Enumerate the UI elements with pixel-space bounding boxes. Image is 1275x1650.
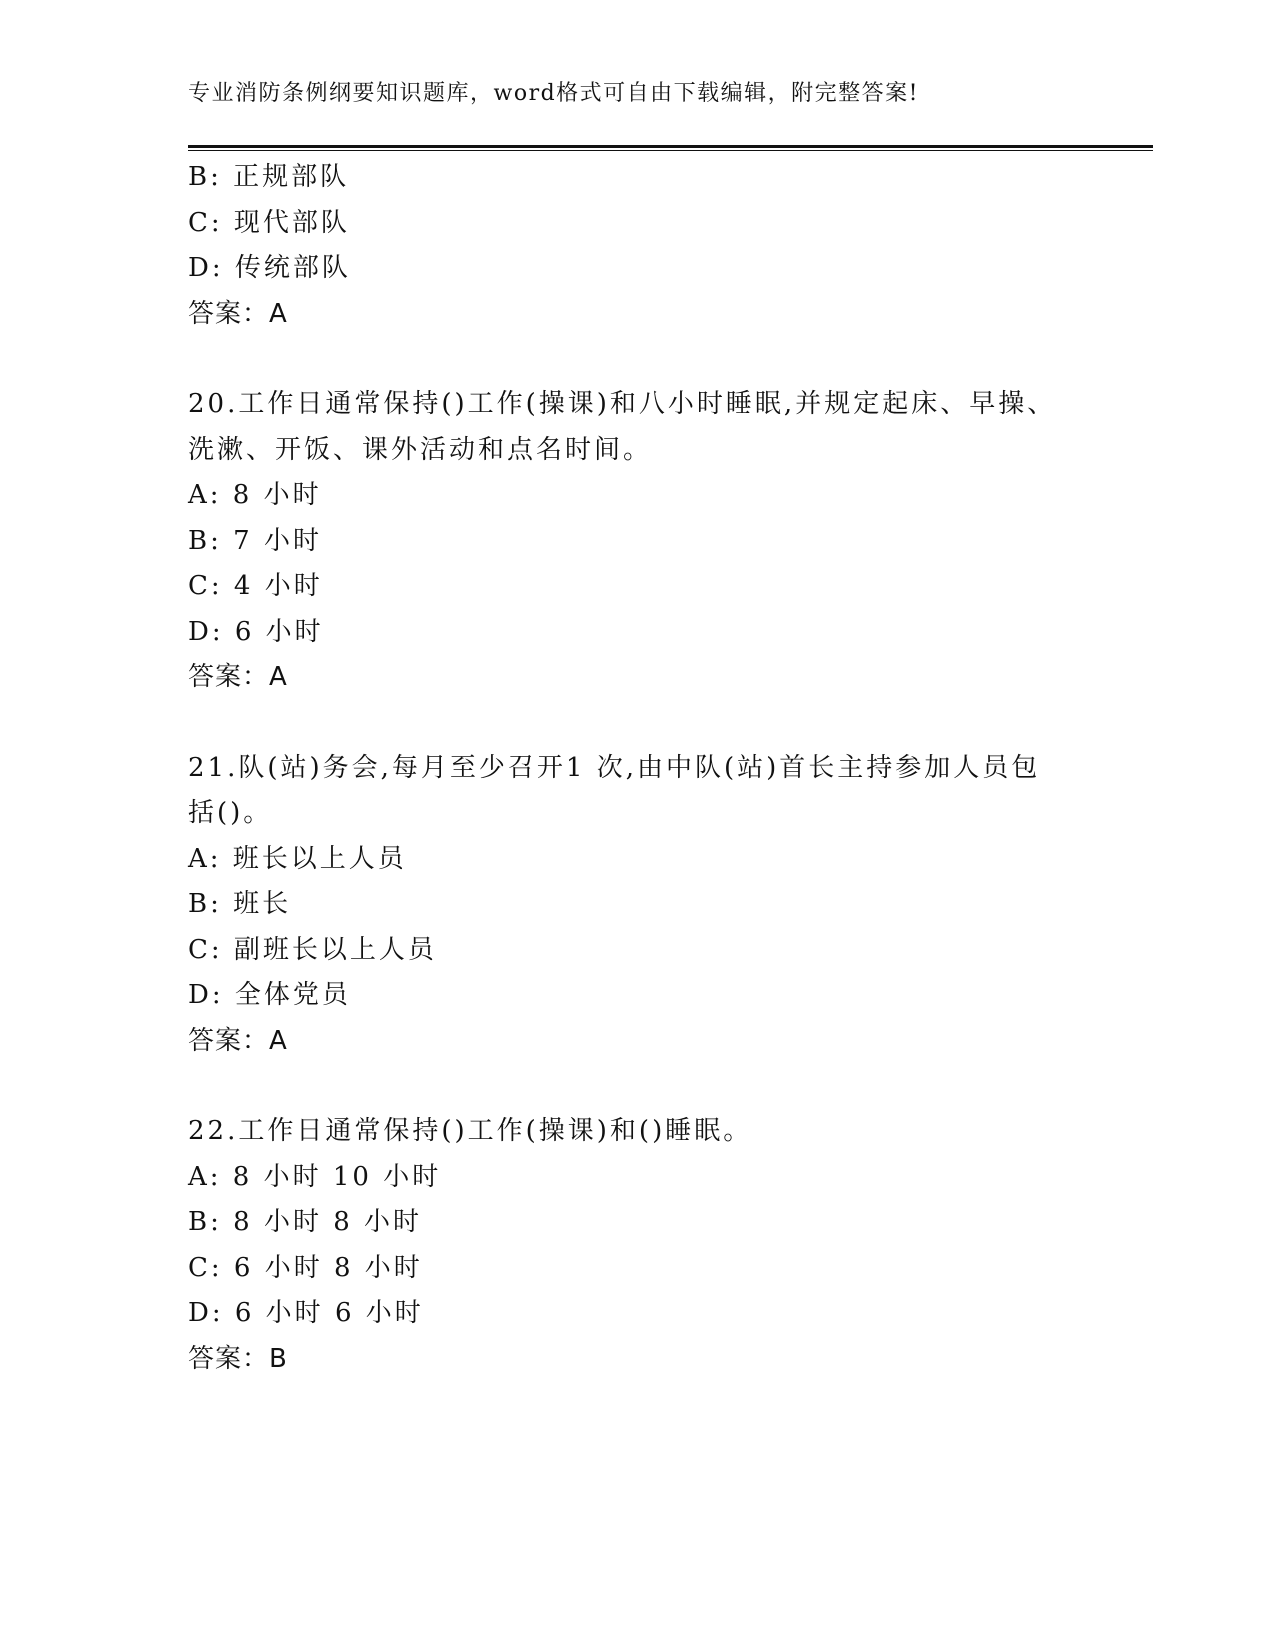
option-d: D: 传统部队 (188, 253, 351, 283)
option-b: B: 7 小时 (188, 525, 322, 556)
option-d: D: 6 小时 6 小时 (188, 1298, 424, 1328)
option-c: C: 副班长以上人员 (188, 934, 437, 965)
question-list (188, 155, 1088, 1382)
option-c: C: 现代部队 (188, 207, 350, 238)
option-d: D: 全体党员 (188, 980, 351, 1010)
option-d: D: 6 小时 (188, 616, 324, 647)
header-rule-thin (188, 150, 1153, 151)
question-21 (188, 746, 1088, 1065)
option-b: B: 8 小时 8 小时 (188, 1207, 423, 1237)
page-header: 专业消防条例纲要知识题库，word格式可自由下载编辑，附完整答案! (188, 81, 920, 106)
answer: 答案：A (188, 662, 288, 692)
answer: 答案：B (188, 1343, 288, 1374)
option-c: C: 4 小时 (188, 571, 323, 601)
question-text: 20.工作日通常保持()工作(操课)和八小时睡眠,并规定起床、早操、洗漱、开饭、课外活动和点名时间。 (188, 389, 1057, 465)
continued-question (188, 155, 1088, 337)
option-a: A: 班长以上人员 (188, 843, 407, 874)
answer: 答案：A (188, 298, 288, 329)
question-20 (188, 382, 1088, 701)
option-a: A: 8 小时 (188, 480, 322, 510)
option-a: A: 8 小时 10 小时 (188, 1161, 442, 1192)
option-c: C: 6 小时 8 小时 (188, 1252, 423, 1283)
option-b: B: 班长 (188, 889, 292, 919)
question-text: 21.队(站)务会,每月至少召开1 次,由中队(站)首长主持参加人员包括()。 (188, 752, 1041, 828)
header-rule-thick (188, 145, 1153, 148)
question-text: 22.工作日通常保持()工作(操课)和()睡眠。 (188, 1116, 753, 1146)
question-22 (188, 1109, 1088, 1382)
answer: 答案：A (188, 1025, 288, 1056)
option-b: B: 正规部队 (188, 162, 350, 192)
